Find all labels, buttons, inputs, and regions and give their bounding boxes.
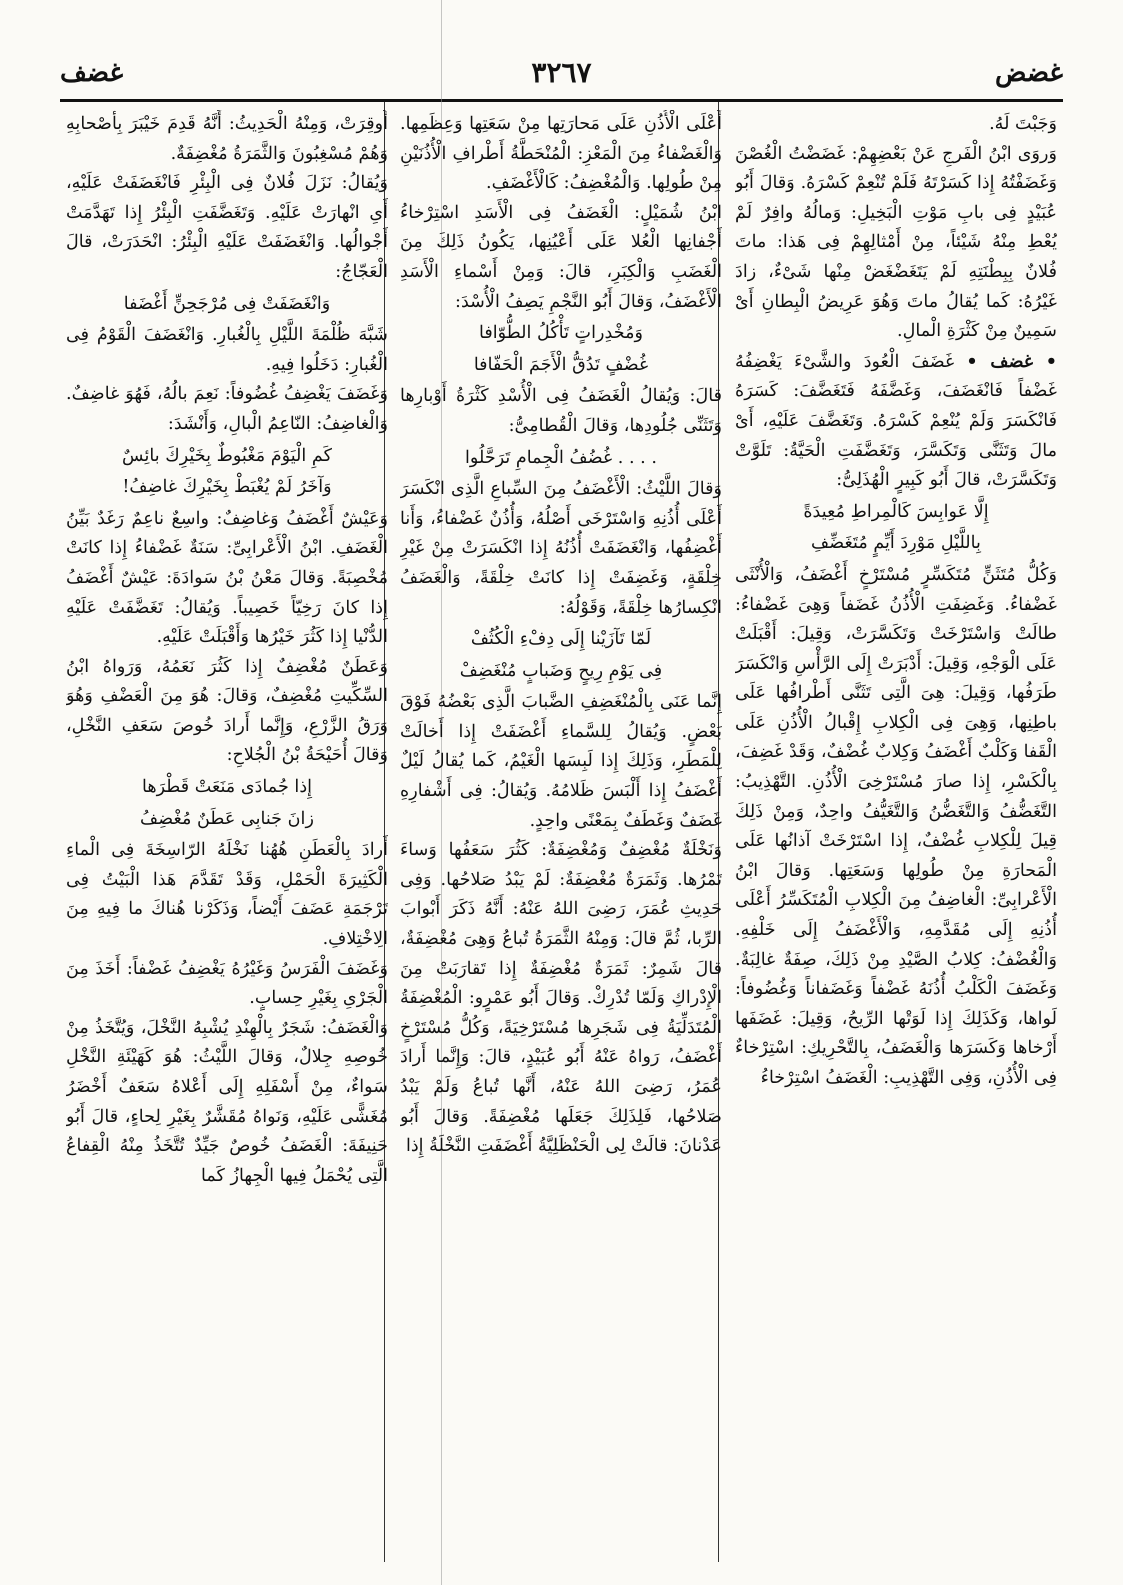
paragraph: وَكُلُّ مُتَثَنٍّ مُتَكَسِّرٍ مُسْتَرْخٍ أَغْضَفُ، وَالْأُنْثَى غَضْفاءُ. وَغَضِفَتِ الْأُذُنُ غَضَفاً وَهِىَ غَضْفاءُ: طالَتْ وَاسْتَرْخَتْ وَتَكَسَّرَتْ، وَقِيلَ: أَقْبَلَتْ عَلَى الْوَجْهِ، وَقِيلَ: أَدْبَرَتْ إِلَى الرَّأْسِ وَانْكَسَرَ طَرَفُها، وَقِيلَ: هِىَ الَّتِى تَثَنَّى أَطْرافُها عَلَى باطِنِها، وَهِىَ فِى الْكِلابِ إِقْبالُ الْأُذُنِ عَلَى الْقَفا وَكَلْبٌ أَغْضَفُ وَكِلابٌ غُضْفٌ، وَقَدْ غَضِفَ، بِالْكَسْرِ، إِذا صارَ مُسْتَرْخِىَ الْأُذُنِ. التَّهْذِيبُ: التَّغَضُّفُ وَالتَّغَضُّنُ وَالتَّغَيُّفُ واحِدٌ، وَمِنْ ذَلِكَ قِيلَ لِلْكِلابِ غُضْفٌ، إِذا اسْتَرْخَتْ آذانُها عَلَى الْمَحارَةِ مِنْ طُولِها وَسَعَتِها. وَقالَ ابْنُ الْأَعْرابِىِّ: الْغاضِفُ مِنَ الْكِلابِ الْمُتَكَسِّرُ أَعْلَى أُذُنِهِ إِلَى مُقَدَّمِهِ، وَالْأَغْضَفُ إِلَى خَلْفِهِ. وَالْغُضْفُ: كِلابُ الصَّيْدِ مِنْ ذَلِكَ، صِفَةٌ غالِبَةٌ. وَغَضَفَ الْكَلْبُ أُذُنَهُ غَضْفاً وَغَضَفاناً وَغُضُوفاً: لَواها، وَكَذَلِكَ إِذا لَوَتْها الرِّيحُ، وَقِيلَ: غَضَفَها أَرْخاها وَكَسَرَها وَالْغَضَفُ، بِالتَّحْرِيكِ: اسْتِرْخاءٌ فِى الْأُذُنِ، وَفِى التَّهْذِيبِ: الْغَضَفُ اسْتِرْخاءُ <box>735 564 1057 1088</box>
header-right-headword: غضض <box>995 58 1063 88</box>
entry-paragraph <box>735 347 1057 496</box>
paragraph: وَيُقالُ: نَزَلَ فُلانٌ فِى الْبِئْرِ فَانْغَضَفَتْ عَلَيْهِ، أَىِ انْهارَتْ عَلَيْهِ. وَتَغَضَّفَتِ الْبِئْرُ إِذا تَهَدَّمَتْ أَجْوالُها. وَانْغَضَفَتْ عَلَيْهِ الْبِئْرُ: انْحَدَرَتْ، قالَ الْعَجّاجُ: <box>66 173 388 282</box>
paragraph: وَغَضَفَ الْفَرَسُ وَغَيْرُهُ يَغْضِفُ غَضْفاً: أَخَذَ مِنَ الْجَرْىِ بِغَيْرِ حِسابٍ. <box>66 958 388 1009</box>
column-left <box>66 110 388 1550</box>
verse-line: وَمُخْدِراتٍ تَأْكُلُ الطُّوّافا <box>478 323 644 344</box>
paragraph: وَروَى ابْنُ الْفَرجِ عَنْ بَعْضِهِمْ: غَضَضْتُ الْغُصْنَ وَغَضَفْتُهُ إِذا كَسَرْتَهُ فَلَمْ تُنْعِمْ كَسْرَهُ. وَقالَ أَبُو عُبَيْدٍ فِى بابِ مَوْتِ الْبَخِيلِ: وَمالُهُ وافِرٌ لَمْ يُعْطِ مِنْهُ شَيْئاً، مِنْ أَمْثالِهِمْ فِى هَذا: ماتَ فُلانٌ بِبِطْنَتِهِ لَمْ يَتَغَضْغَضْ مِنْها شَىْءٌ، زادَ غَيْرُهُ: كَما يُقالُ ماتَ وَهُوَ عَرِيضُ الْبِطانِ أَىْ سَمِينٌ مِنْ كَثْرَةِ الْمالِ. <box>735 143 1057 342</box>
paragraph: وَجَبْتَ لَهُ. <box>989 114 1057 134</box>
paragraph: وَالْغَضَفُ: شَجَرٌ بِالْهِنْدِ يُشْبِهُ النَّخْلَ، وَيُتَّخَذُ مِنْ خُوصِهِ جِلالٌ، وَقالَ اللَّيْثُ: هُوَ كَهَيْئَةِ النَّخْلِ سَواءٌ، مِنْ أَسْفَلِهِ إِلَى أَعْلاهُ سَعَفٌ أَخْضَرُ مُغَشًّى عَلَيْهِ، وَنَواهُ مُقَشَّرٌ بِغَيْرِ لِحاءٍ، قالَ أَبُو حَنِيفَةَ: الْغَضَفُ خُوصٌ جَيِّدٌ تُتَّخَذُ مِنْهُ الْقِفاعُ الَّتِى يُحْمَلُ فِيها الْجِهازُ كَما <box>66 1017 388 1186</box>
paragraph: وَعَيْشٌ أَغْضَفُ وَغاضِفٌ: واسِعٌ ناعِمٌ رَغَدٌ بَيِّنُ الْغَضَفِ. ابْنُ الْأَعْرابِىِّ: سَنَةٌ غَضْفاءُ إِذا كانَتْ مُخْصِبَةً. وَقالَ مَعْنُ بْنُ سَوادَةَ: عَيْشٌ أَغْضَفُ إِذا كانَ رَخِيّاً خَصِيباً. وَيُقالُ: تَغَضَّفَتْ عَلَيْهِ الدُّنْيا إِذا كَثُرَ خَيْرُها وَأَقْبَلَتْ عَلَيْهِ. <box>66 508 388 648</box>
verse-line: كَمِ الْيَوْمَ مَغْبُوطٌ بِخَيْرِكَ بائِسٌ <box>122 445 332 466</box>
verse-line: غُضْفٍ تَدُقُّ الْأَجَمَ الْحَفّافا <box>473 354 649 375</box>
paragraph: شَبَّهَ ظُلْمَةَ اللَّيْلِ بِالْغُبارِ. وَانْغَضَفَ الْقَوْمُ فِى الْغُبارِ: دَخَلُوا فِيهِ. <box>66 325 388 375</box>
entry-headword: • غضف • <box>966 350 1057 372</box>
verse-line: وَآخَرُ لَمْ يُغْبَطْ بِخَيْرِكَ غاضِفُ! <box>122 477 332 498</box>
column-middle <box>400 110 722 1550</box>
header-rule <box>60 99 1063 102</box>
page-header <box>60 52 1063 96</box>
paragraph: وَنَخْلَةٌ مُغْضِفٌ وَمُغْضِفَةٌ: كَثُرَ سَعَفُها وَساءَ تَمْرُها. وَثَمَرَةٌ مُغْضِفَةٌ: لَمْ يَبْدُ صَلاحُها. وَفِى حَدِيثِ عُمَرَ، رَضِىَ اللهُ عَنْهُ: أَنَّهُ ذَكَرَ أَبْوابَ الرِّبا، ثُمَّ قالَ: وَمِنْهُ الثَّمَرَةُ تُباعُ وَهِىَ مُغْضِفَةٌ، قالَ شَمِرٌ: ثَمَرَةٌ مُغْضِفَةٌ إِذا تَقارَبَتْ مِنَ الْإِدْراكِ وَلَمّا تُدْرِكْ. وَقالَ أَبُو عَمْرٍو: الْمُغْضِفَةُ الْمُتَدَلِّيَةُ فِى شَجَرِها مُسْتَرْخِيَةً، وَكُلُّ مُسْتَرْخٍ أَغْضَفُ، رَواهُ عَنْهُ أَبُو عُبَيْدٍ، قالَ: وَإِنَّما أَرادَ عُمَرُ، رَضِىَ اللهُ عَنْهُ، أَنَّها تُباعُ وَلَمْ يَبْدُ صَلاحُها، فَلِذَلِكَ جَعَلَها مُغْضِفَةً. وَقالَ أَبُو عَدْنانَ: قالَتْ لِى الْحَنْظَلِيَّةُ أَغْضَفَتِ النَّخْلَةُ إِذا <box>400 840 722 1157</box>
verse-line: إِلَّا عَوابِسَ كَالْمِراطِ مُعِيدَةً <box>803 501 989 522</box>
paragraph: أَعْلَى الْأُذُنِ عَلَى مَحارَتِها مِنْ سَعَتِها وَعِظَمِها. وَالْغَضْفاءُ مِنَ الْمَعْزِ: الْمُنْحَطَّةُ أَطْرافِ الْأُذُنَيْنِ مِنْ طُولِها. وَالْمُغْضِفُ: كَالْأَغْضَفِ. <box>400 114 722 194</box>
verse-line: فِى يَوْمِ رِيحٍ وَضَبابٍ مُنْغَضِفْ <box>459 660 663 681</box>
paragraph-text: غَضَفَ الْعُودَ والشَّىْءَ يَغْضِفُهُ غَضْفاً فَانْغَضَفَ، وَغَضَّفَهُ فَتَغَضَّفَ: كَسَرَهُ فَانْكَسَرَ وَلَمْ يُنْعِمْ كَسْرَهُ. وَتَغَضَّفَ عَلَيْهِ، أَىْ مالَ وَتَثَنَّى وَتَكَسَّرَ، وَتَغَضَّفَتِ الْحَيَّةُ: تَلَوَّتْ وَتَكَسَّرَتْ، قالَ أَبُو كَبِيرٍ الْهُذَلِىُّ: <box>735 351 1057 491</box>
paragraph: إِنَّما عَنَى بِالْمُنْغَضِفِ الضَّبابَ الَّذِى بَعْضُهُ فَوْقَ بَعْضٍ. وَيُقالُ لِلسَّماءِ أَغْضَفَتْ إِذا أَخالَتْ لِلْمَطَرِ، وَذَلِكَ إِذا لَبِسَها الْغَيْمُ، كَما يُقالُ لَيْلٌ أَغْضَفُ إِذا أَلْبَسَ ظَلامُهُ. وَيُقالُ: فِى أَشْفارِهِ غَضَفٌ وَغَطَفٌ بِمَعْنًى واحِدٍ. <box>400 692 722 831</box>
header-left-headword: غضف <box>60 58 124 88</box>
paragraph: قالَ: وَيُقالُ الْغَضَفُ فِى الْأُسْدِ كَثْرَةُ أَوْبارِها وَتَثَنِّى جُلُودِها، وَقالَ الْقُطامِىُّ: <box>400 386 722 436</box>
paragraph: ابْنُ شُمَيْلٍ: الْغَضَفُ فِى الْأَسَدِ اسْتِرْخاءُ أَجْفانِها الْعُلا عَلَى أَعْيُنِها، يَكُونُ ذَلِكَ مِنَ الْغَضَبِ وَالْكِبَرِ، قالَ: وَمِنْ أَسْماءِ الْأَسَدِ الْأَغْضَفُ، وَقالَ أَبُو النَّجْمِ يَصِفُ الْأُسْدَ: <box>400 202 722 312</box>
paragraph: وَغَضَفَ يَغْضِفُ غُضُوفاً: نَعِمَ بالُهُ، فَهُوَ غاضِفٌ. وَالْغاضِفُ: النّاعِمُ الْبالِ، وَأَنْشَدَ: <box>66 384 388 434</box>
paragraph: أَرادَ بِالْعَطَنِ هُهُنا نَخْلَهُ الرّاسِخَةَ فِى الْماءِ الْكَثِيرَةَ الْحَمْلِ، وَقَدْ تَقَدَّمَ هَذا الْبَيْتُ فِى تَرْجَمَةِ عَضَفَ أَيْضاً، وَذَكَرْنا هُناكَ ما فِيهِ مِنَ الِاخْتِلافِ. <box>66 840 388 950</box>
verse-line: . . . . غُضُفُ الْجِمامِ تَرَحَّلُوا <box>465 447 657 468</box>
verse-line: زانَ جَنابِى عَطَنٌ مُغْضِفُ <box>140 808 314 829</box>
verse-line: إِذا جُمادَى مَنَعَتْ قَطْرَها <box>141 777 313 798</box>
paragraph: وَعَطَنٌ مُغْضِفٌ إِذا كَثُرَ نَعَمُهُ، وَرَواهُ ابْنُ السِّكِّيتِ مُغْضِفٌ، وَقالَ: هُوَ مِنَ الْعَضْفِ وَهُوَ وَرَقُ الزَّرْعِ، وَإِنَّما أَرادَ خُوصَ سَعَفِ النَّخْلِ، وَقالَ أُحَيْحَةُ بْنُ الْجُلاحِ: <box>66 656 388 766</box>
column-right <box>735 110 1057 1550</box>
page-number: ٣٢٦٧ <box>531 56 592 89</box>
verse-line: وَانْغَضَفَتْ فِى مُرْجَحِنٍّ أَغْضَفا <box>123 293 331 314</box>
paragraph: أُوقِرَتْ، وَمِنْهُ الْحَدِيثُ: أَنَّهُ قَدِمَ خَيْبَرَ بِأَصْحابِهِ وَهُمْ مُسْغِبُونَ وَالثَّمَرَةُ مُغْضِفَةٌ. <box>66 114 388 164</box>
verse-line: بِاللَّيْلِ مَوْرِدَ أَيِّمٍ مُتَغَضِّفِ <box>811 533 981 554</box>
verse-line: لَمّا تَآزَيْنا إِلَى دِفْءِ الْكُثُفْ <box>470 629 652 650</box>
paragraph: وَقالَ اللَّيْثُ: الْأَغْضَفُ مِنَ السِّباعِ الَّذِى انْكَسَرَ أَعْلَى أُذُنِهِ وَاسْتَرْخَى أَصْلُهُ، وَأُذُنٌ غَضْفاءُ، وَأَنا أَغْضِفُها، وَانْغَضَفَتْ أُذُنُهُ إِذا انْكَسَرَتْ مِنْ غَيْرِ خِلْقَةٍ، وَغَضِفَتْ إِذا كانَتْ خِلْقَةً، وَالْغَضَفُ انْكِسارُها خِلْقَةً، وَقَوْلُهُ: <box>400 479 722 618</box>
